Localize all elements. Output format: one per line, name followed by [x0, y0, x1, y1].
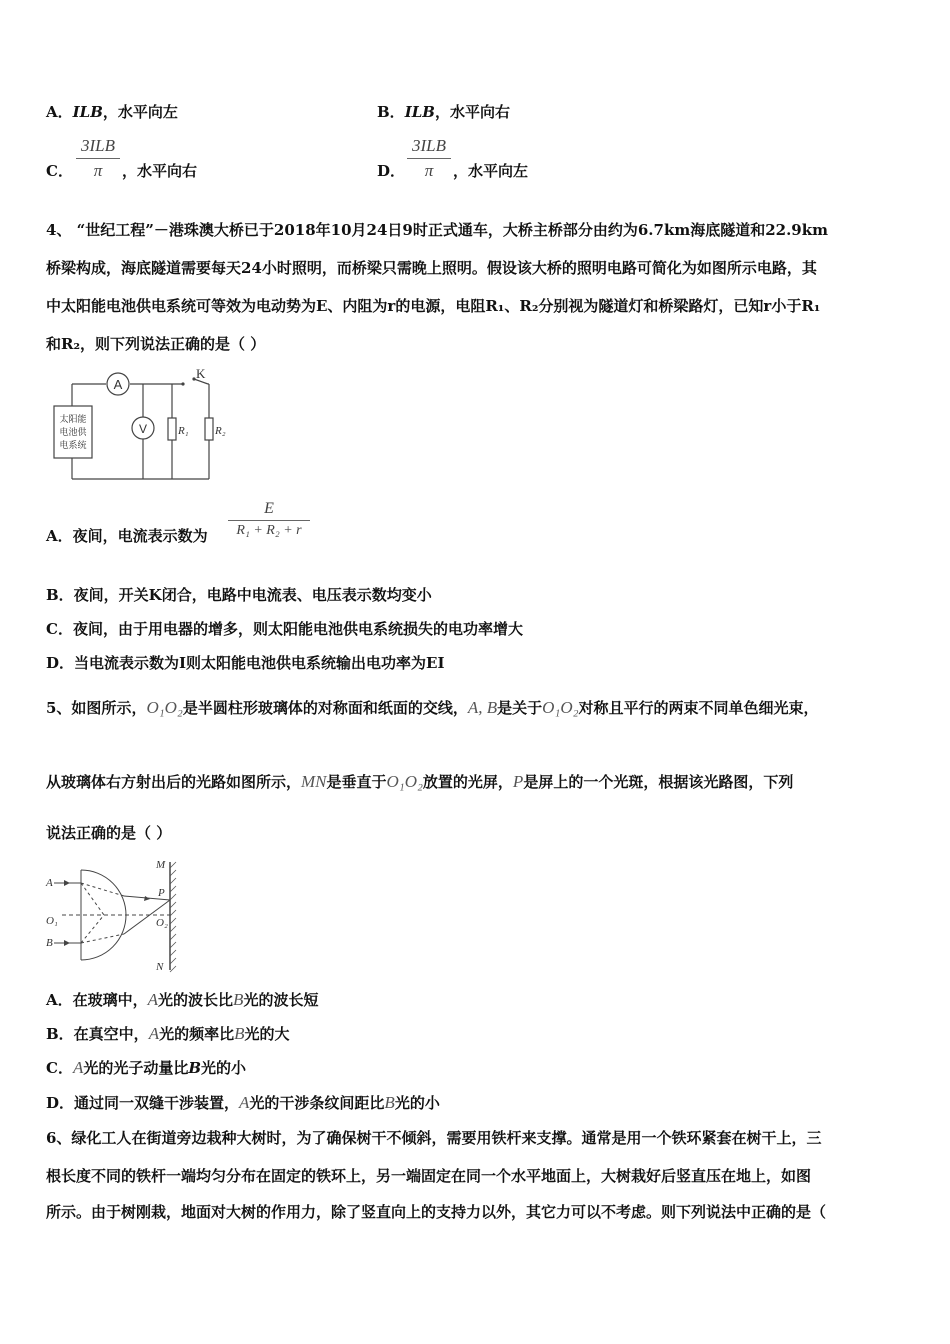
o2-label: O₂ — [156, 917, 168, 929]
m-label: M — [156, 859, 166, 871]
q3-option-c-tail: ，水平向右 — [122, 162, 198, 180]
q4-option-c: C．夜间，由于用电器的增多，则太阳能电池供电系统损失的电功率增大 — [46, 620, 523, 638]
switch-label: K — [196, 366, 206, 381]
beam-b-label: B — [46, 937, 53, 949]
q3-option-d-label: D． — [377, 162, 406, 180]
power-box-text-3: 电系统 — [59, 441, 87, 451]
q6-stem-line1: 6、绿化工人在街道旁边栽种大树时，为了确保树干不倾斜，需要用铁杆来支撑。通常是用一个铁环紧套在树干上，三 — [46, 1129, 822, 1147]
q4-circuit-diagram — [46, 366, 226, 484]
q3-option-d-fraction: 3ILB π — [407, 136, 451, 181]
q5-option-d: D．通过同一双缝干涉装置，A光的干涉条纹间距比B光的小 — [46, 1093, 440, 1112]
p-label: P — [158, 887, 165, 899]
q4-stem-line4: 和R₂，则下列说法正确的是（ ） — [46, 335, 266, 353]
beam-b-arrow-icon — [64, 940, 70, 946]
q4-option-a: A．夜间，电流表示数为 — [46, 527, 208, 545]
r2-label: R₂ — [215, 425, 226, 437]
q6-stem-line3: 所示。由于树刚栽，地面对大树的作用力，除了竖直向上的支持力以外，其它力可以不考虑。则下列说法中正确的是（ — [46, 1203, 827, 1221]
q3-option-c-fraction: 3ILB π — [76, 136, 120, 181]
q3-option-c-label: C． — [46, 162, 73, 180]
switch-contact-left — [181, 382, 184, 385]
power-box-text-1: 太阳能 — [59, 415, 87, 425]
q4-stem-line2: 桥梁构成，海底隧道需要每天24小时照明，而桥梁只需晚上照明。假设该大桥的照明电路可简化为如图所示电路，其 — [46, 259, 817, 277]
q4-stem-line1: 4、 “世纪工程”－港珠澳大桥已于2018年10月24日9时正式通车，大桥主桥部分由约为6.7km海底隧道和22.9km — [46, 221, 829, 239]
n-label: N — [156, 961, 164, 973]
q5-optics-diagram — [44, 856, 184, 978]
q3-option-b: B．ILB，水平向右 — [377, 103, 510, 121]
q5-stem-line3: 说法正确的是（ ） — [46, 824, 172, 842]
ammeter-label: A — [113, 377, 123, 392]
beam-a-arrow-icon — [64, 880, 70, 886]
q4-option-a-fraction: $\frac{E}{\text{R₁ + R₂ + r}}$ — [228, 500, 310, 539]
r1-label: R₁ — [178, 425, 189, 437]
power-box-text-2: 电池供 — [59, 428, 87, 438]
q3-option-a: A．ILB，水平向左 — [46, 103, 178, 121]
voltmeter-label: V — [138, 422, 148, 436]
o1-label: O₁ — [46, 915, 58, 927]
q5-option-b: B．在真空中，A光的频率比B光的大 — [46, 1024, 290, 1043]
q5-stem-line2: 从玻璃体右方射出后的光路如图所示，MN是垂直于O₁O₂放置的光屏，P是屏上的一个光斑，根据该光路图，下列 — [46, 772, 794, 791]
q5-stem-line1: 5、如图所示，O₁O₂是半圆柱形玻璃体的对称面和纸面的交线，A, B是关于O₁O₂对称且平行的两束不同单色细光束， — [46, 698, 819, 717]
q4-stem-line3: 中太阳能电池供电系统可等效为电动势为E、内阻为r的电源，电阻R₁、R₂分别视为隧道灯和桥梁路灯，已知r小于R₁ — [46, 297, 821, 315]
q4-option-d: D．当电流表示数为I则太阳能电池供电系统输出电功率为EI — [46, 654, 445, 672]
ray-arrow-icon — [144, 896, 150, 901]
q5-option-a: A．在玻璃中，A光的波长比B光的波长短 — [46, 990, 319, 1009]
q3-option-d-tail: ，水平向左 — [453, 162, 529, 180]
q6-stem-line2: 根长度不同的铁杆一端均匀分布在固定的铁环上，另一端固定在同一个水平地面上，大树栽好后竖直压在地上，如图 — [46, 1167, 812, 1185]
q4-option-b: B．夜间，开关K闭合，电路中电流表、电压表示数均变小 — [46, 586, 432, 604]
q5-option-c: C．A光的光子动量比B光的小 — [46, 1058, 247, 1077]
beam-a-label: A — [46, 877, 53, 889]
